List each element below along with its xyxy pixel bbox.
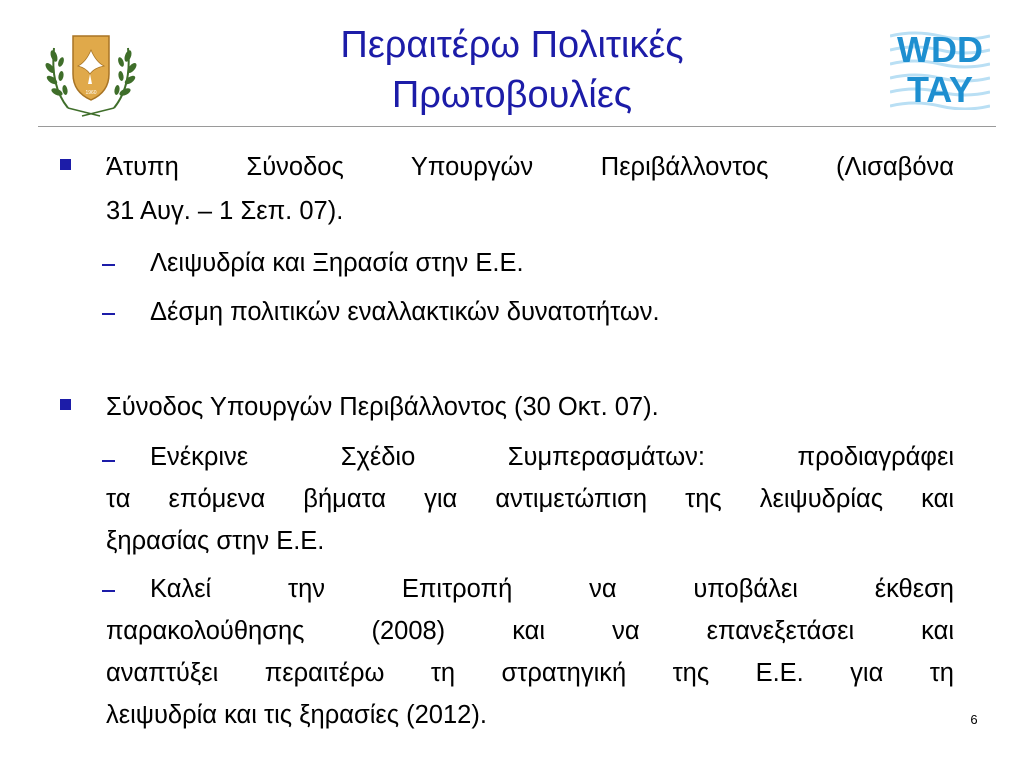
item2-sub1-line3: ξηρασίας στην Ε.Ε. xyxy=(106,527,325,555)
cyprus-emblem-icon xyxy=(40,22,142,120)
page-number: 6 xyxy=(970,712,978,727)
dash-bullet-icon xyxy=(102,460,115,462)
dash-bullet-icon xyxy=(102,590,115,592)
dash-bullet-icon xyxy=(102,264,115,266)
bullet-square-icon xyxy=(60,159,71,170)
page-title xyxy=(200,20,824,120)
wdd-logo-icon xyxy=(890,26,990,110)
bullet-square-icon xyxy=(60,399,71,410)
item2-sub2-line3: αναπτύξει περαιτέρω τη στρατηγική της Ε.Ε. για τη xyxy=(106,659,954,687)
item1-line2: 31 Αυγ. – 1 Σεπ. 07). xyxy=(106,197,344,225)
item2-sub1-line2: τα επόμενα βήματα για αντιμετώπιση της λειψυδρίας και xyxy=(106,485,954,513)
svg-text:1960: 1960 xyxy=(85,90,97,96)
logo-text-top: WDD xyxy=(897,29,983,70)
item2-sub2-line4: λειψυδρία και τις ξηρασίες (2012). xyxy=(106,701,487,729)
item1-sub2: Δέσμη πολιτικών εναλλακτικών δυνατοτήτων. xyxy=(150,298,660,326)
title-line-1: Περαιτέρω Πολιτικές xyxy=(340,24,684,66)
item2-line1: Σύνοδος Υπουργών Περιβάλλοντος (30 Οκτ. 07). xyxy=(106,393,659,421)
title-line-2: Πρωτοβουλίες xyxy=(391,74,633,116)
dash-bullet-icon xyxy=(102,313,115,315)
item2-sub2-line2: παρακολούθησης (2008) και να επανεξετάσει και xyxy=(106,617,954,645)
logo-text-bottom: TAY xyxy=(906,69,974,110)
item2-sub1-line1: Ενέκρινε Σχέδιο Συμπερασμάτων: προδιαγράφει xyxy=(150,443,954,471)
item1-sub1: Λειψυδρία και Ξηρασία στην Ε.Ε. xyxy=(150,249,524,277)
item2-sub2-line1: Καλεί την Επιτροπή να υποβάλει έκθεση xyxy=(150,575,954,603)
title-divider xyxy=(38,126,996,127)
item1-line1: Άτυπη Σύνοδος Υπουργών Περιβάλλοντος (Λισαβόνα xyxy=(106,153,954,181)
